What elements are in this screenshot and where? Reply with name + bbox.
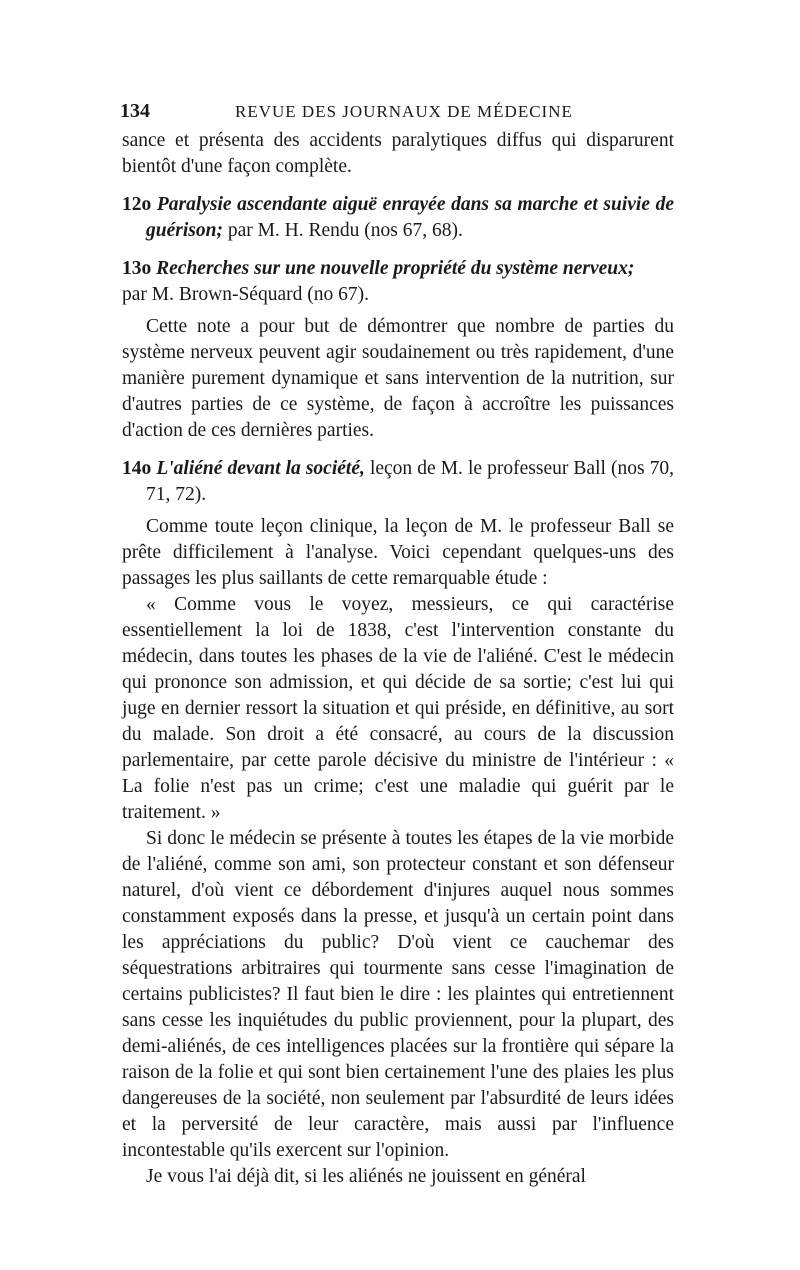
entry-title: Recherches sur une nouvelle propriété du système nerveux; (156, 258, 635, 279)
paragraph-13: Cette note a pour but de démontrer que nombre de parties du système nerveux peuvent agir soudainement ou très rapidement, d'une manière purement dynamique et sans intervention de la nutrition, sur d'autres parties de ce système, de façon à accroître les puissances d'action de ces dernières parties. (122, 316, 674, 441)
page-header (120, 100, 680, 130)
page-body (122, 128, 674, 1190)
entry-14 (122, 456, 674, 508)
running-head: REVUE DES JOURNAUX DE MÉDECINE (235, 102, 573, 121)
entry-12 (122, 192, 674, 244)
entry-author: leçon de M. le professeur Ball (nos 70, 71, 72). (146, 458, 675, 505)
entry-number: 12o (122, 194, 152, 215)
entry-author: par M. H. Rendu (nos 67, 68). (227, 220, 463, 241)
entry-title: Paralysie ascendante aiguë enrayée dans sa marche et suivie de guérison; (146, 194, 675, 241)
paragraph: Si donc le médecin se présente à toutes les étapes de la vie morbide de l'aliéné, comme son ami, son protecteur constant et son défenseur naturel, d'où vient ce débordement d'injures auquel nous sommes constamment exposés dans la presse, et jusqu'à un certain point dans les appréciations du public? D'où vient ce cauchemar des séquestrations arbitraires qui tourmente sans cesse l'imagination de certains publicistes? Il faut bien le dire : les plaintes qui entretiennent sans cesse les inquiétudes du public proviennent, pour la plupart, des demi-aliénés, de ces intelligences placées sur la frontière qui sépare la raison de la folie et qui sont bien certainement l'une des plaies les plus dangereuses de la société, non seulement par l'absurdité de leurs idées et la perversité de leur caractère, mais aussi par l'influence incontestable qu'ils exercent sur l'opinion. (122, 828, 674, 1161)
paragraph: « Comme vous le voyez, messieurs, ce qui caractérise essentiellement la loi de 1838, c'est l'intervention constante du médecin, dans toutes les phases de la vie de l'aliéné. C'est le médecin qui prononce son admission, et qui décide de sa sortie; c'est lui qui juge en dernier ressort la situation et qui préside, en définitive, au sort du malade. Son droit a été consacré, au cours de la discussion parlementaire, par cette parole décisive du ministre de l'intérieur : « La folie n'est pas un crime; c'est une maladie qui guérit par le traitement. » (122, 594, 674, 823)
entry-author: par M. Brown-Séquard (no 67). (122, 284, 369, 305)
opening-paragraph: sance et présenta des accidents paralytiques diffus qui disparurent bientôt d'une façon complète. (122, 130, 674, 177)
paragraph: Je vous l'ai déjà dit, si les aliénés ne jouissent en général (146, 1166, 586, 1187)
paragraph: Comme toute leçon clinique, la leçon de M. le professeur Ball se prête difficilement à l'analyse. Voici cependant quelques-uns des passages les plus saillants de cette remarquable étude : (122, 516, 674, 589)
page-number: 134 (120, 100, 150, 122)
entry-title: L'aliéné devant la société, (156, 458, 365, 479)
entry-number: 13o (122, 258, 152, 279)
entry-number: 14o (122, 458, 152, 479)
entry-13 (122, 256, 674, 308)
